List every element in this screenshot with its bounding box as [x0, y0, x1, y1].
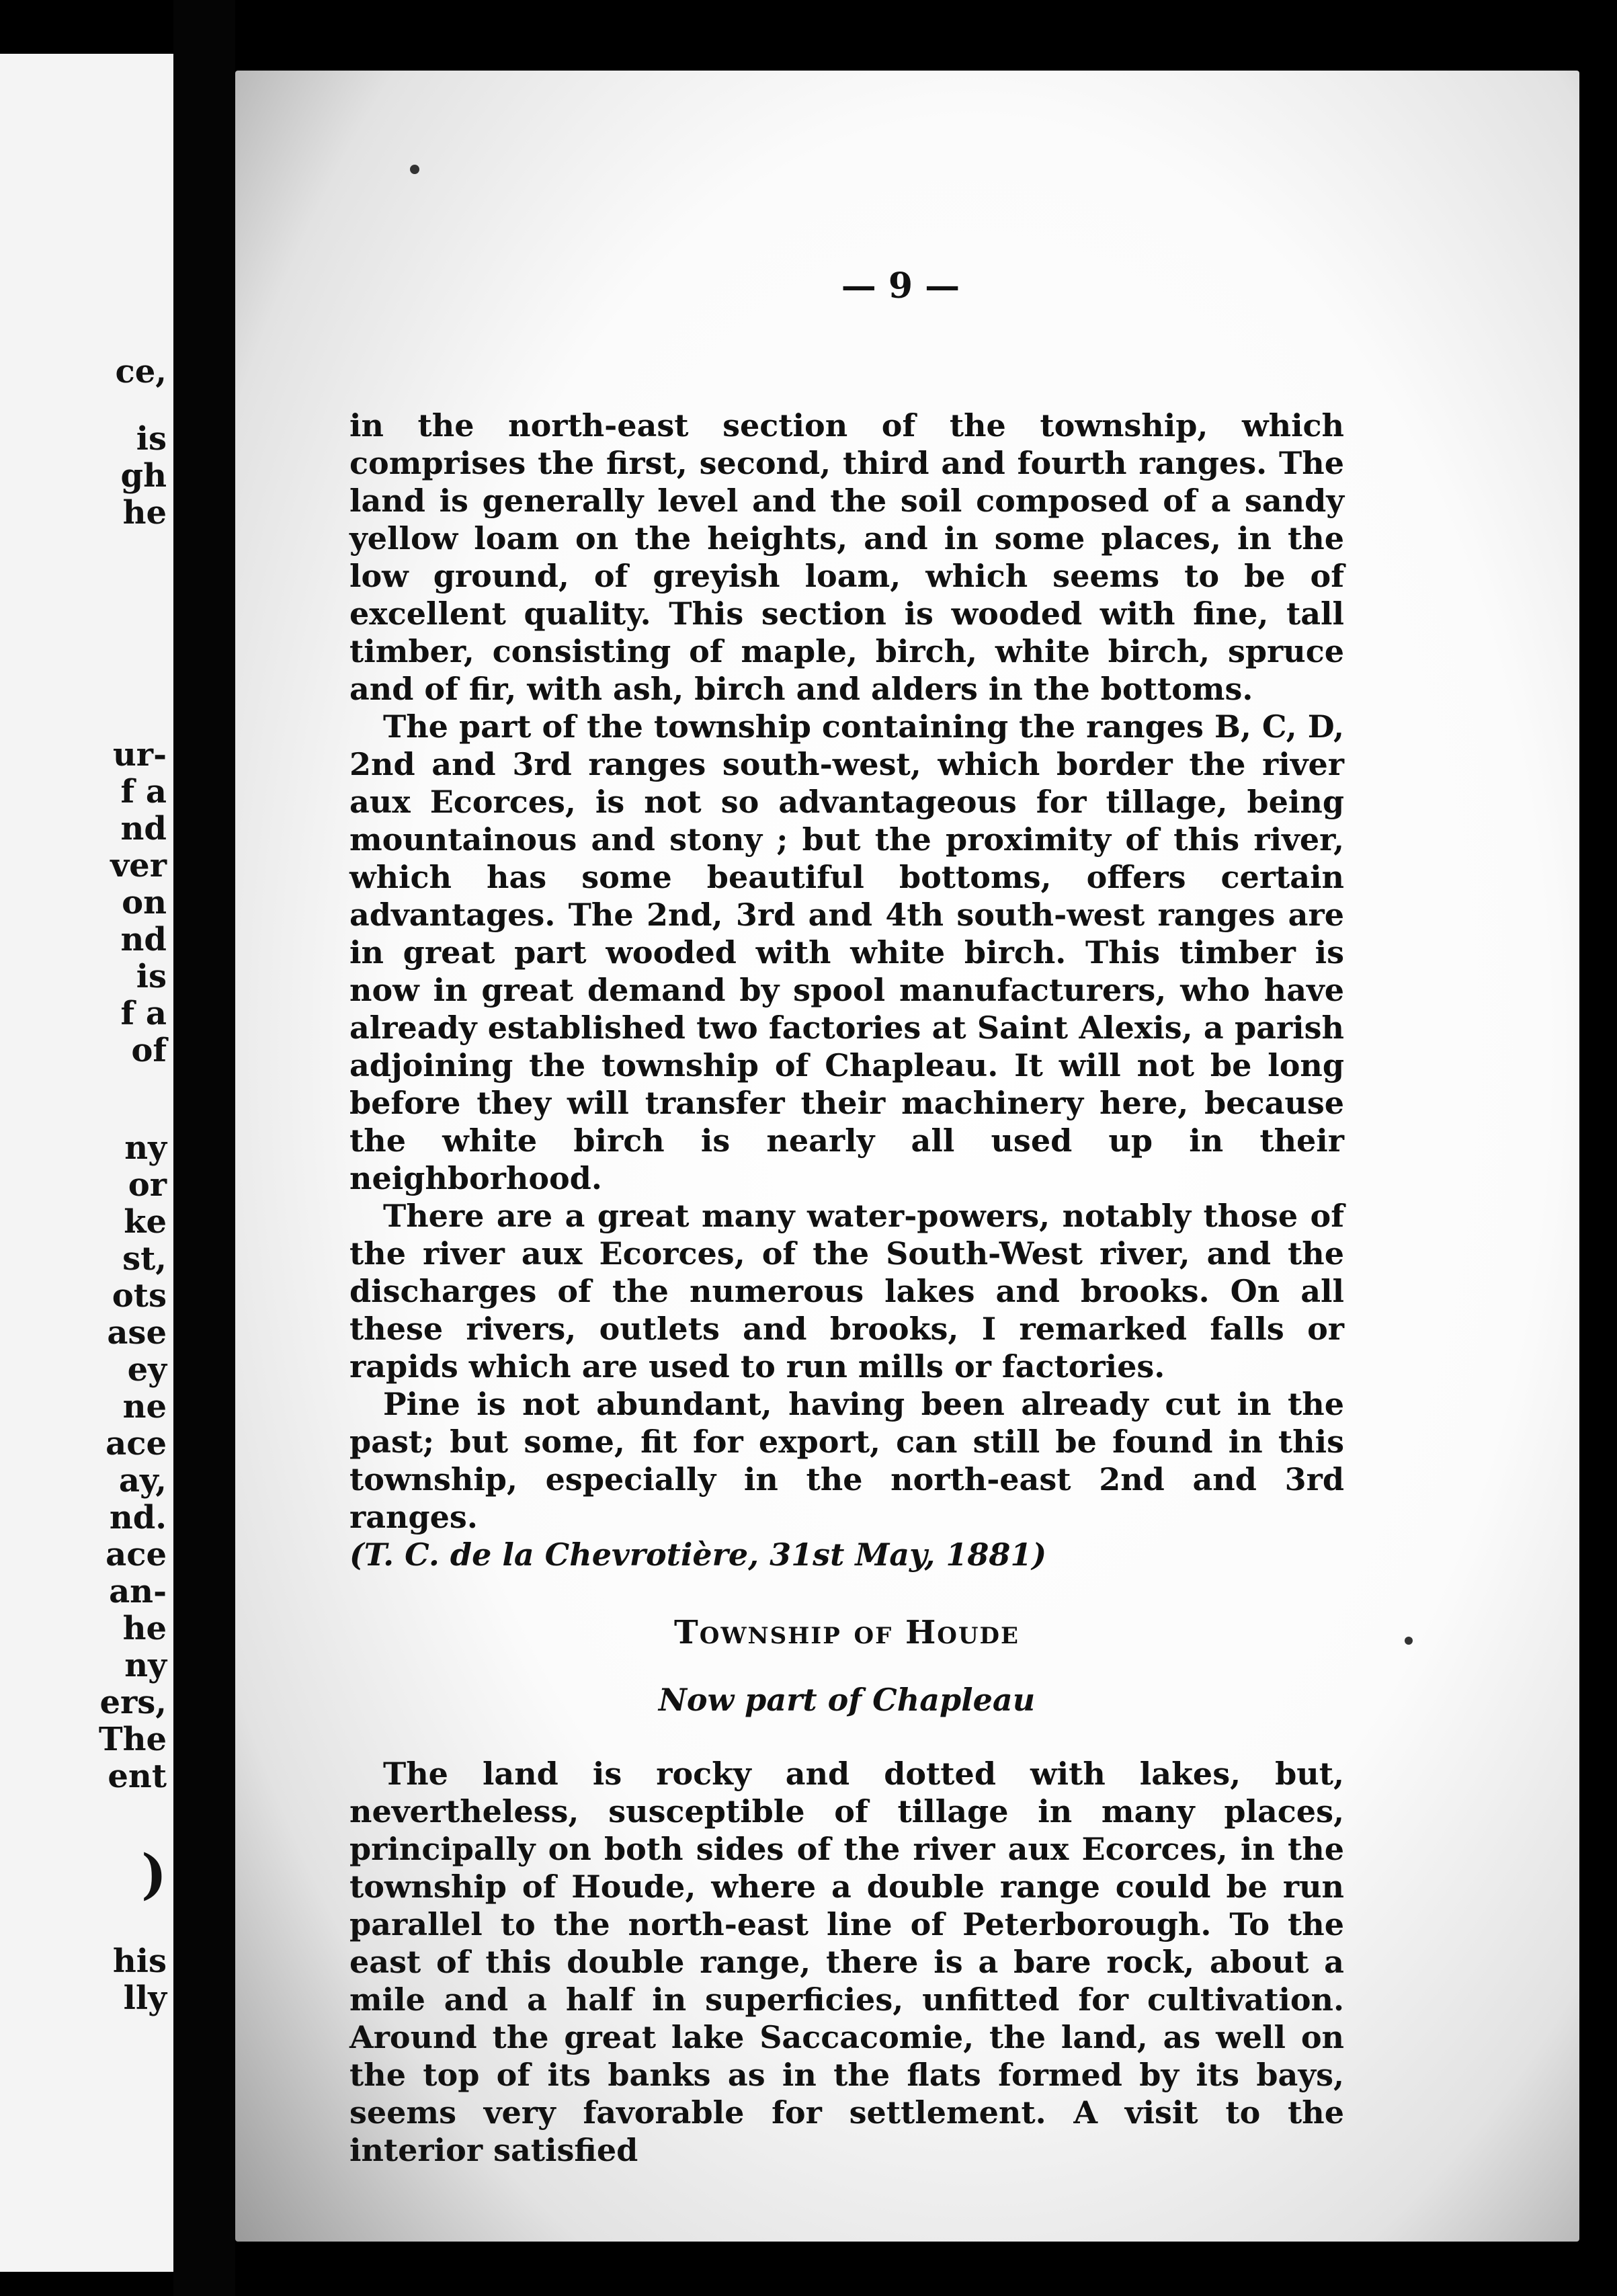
left-text-fragment: his: [112, 1942, 167, 1980]
left-text-fragment: an-: [109, 1573, 167, 1610]
left-text-fragment: ver: [110, 847, 167, 885]
left-text-fragment: he: [122, 494, 167, 532]
ink-speck: [1405, 1637, 1413, 1645]
paragraph: Pine is not abundant, having been already cut in the past; but some, fit for export, can still be found in this township, especially in the north-east 2nd and 3rd ranges.: [349, 1386, 1344, 1535]
left-text-fragment: of: [131, 1032, 167, 1069]
left-text-fragment: on: [122, 884, 167, 921]
left-text-fragment: ny: [124, 1647, 167, 1684]
left-text-fragment: nd: [120, 921, 167, 958]
paragraph: The land is rocky and dotted with lakes, but, nevertheless, susceptible of tillage in many places, principally on both sides of the river aux Ecorces, in the township of Houde, where a double range could be run parallel to the north-east line of Peterborough. To the east of this double range, there is a bare rock, about a mile and a half in superficies, unfitted for cultivation. Around the great lake Saccacomie, the land, as well on the top of its banks as in the flats formed by its bays, seems very favorable for settlement. A visit to the interior satisfied: [349, 1756, 1344, 2168]
left-text-fragment: f a: [120, 995, 167, 1032]
left-text-fragment: ke: [124, 1203, 167, 1241]
document-page: [235, 71, 1579, 2242]
section-subheading: Now part of Chapleau: [658, 1682, 1036, 1718]
left-text-fragment: st,: [122, 1240, 167, 1278]
left-text-fragment: ers,: [99, 1684, 167, 1721]
left-text-fragment: ): [141, 1842, 167, 1905]
left-text-fragment: f a: [120, 773, 167, 811]
left-text-fragment: is: [136, 958, 167, 995]
paragraph: The part of the township containing the ranges B, C, D, 2nd and 3rd ranges south-west, which border the river aux Ecorces, is not so advantageous for tillage, being mountainous and stony ; but the proximity of this river, which has some beautiful bottoms, offers certain advantages. The 2nd, 3rd and 4th south-west ranges are in great part wooded with white birch. This timber is now in great demand by spool manufacturers, who have already established two factories at Saint Alexis, a parish adjoining the township of Chapleau. It will not be long before they will transfer their machinery here, because the white birch is nearly all used up in their neighborhood.: [349, 708, 1344, 1196]
paragraph: There are a great many water-powers, notably those of the river aux Ecorces, of the South-West river, and the discharges of the numerous lakes and brooks. On all these rivers, outlets and brooks, I remarked falls or rapids which are used to run mills or factories.: [349, 1198, 1344, 1385]
left-text-fragment: ase: [107, 1314, 167, 1352]
left-text-fragment: gh: [120, 457, 167, 495]
section-heading: Township of Houde: [674, 1614, 1020, 1651]
left-text-fragment: lly: [123, 1979, 167, 2017]
left-text-fragment: ent: [108, 1758, 167, 1795]
left-text-fragment: nd.: [109, 1499, 167, 1536]
page-gutter: [173, 0, 235, 2296]
left-text-fragment: ur-: [112, 736, 167, 774]
left-text-fragment: ny: [124, 1129, 167, 1167]
left-page-fragment: [0, 54, 173, 2272]
left-text-fragment: ace: [106, 1536, 167, 1573]
left-text-fragment: is: [136, 420, 167, 458]
left-text-fragment: ey: [127, 1351, 167, 1389]
left-text-fragment: ay,: [118, 1462, 167, 1500]
left-text-fragment: he: [122, 1610, 167, 1647]
left-text-fragment: or: [128, 1166, 167, 1204]
left-text-fragment: The: [98, 1721, 167, 1758]
page-number: — 9 —: [841, 265, 960, 306]
left-text-fragment: ots: [112, 1277, 167, 1315]
left-text-fragment: ace: [106, 1425, 167, 1463]
left-text-fragment: ne: [122, 1388, 167, 1426]
attribution: (T. C. de la Chevrotière, 31st May, 1881): [349, 1536, 1047, 1573]
left-text-fragment: ce,: [115, 353, 167, 391]
paragraph: in the north-east section of the township, which comprises the first, second, third and fourth ranges. The land is generally level and the soil composed of a sandy yellow loam on the heights, and in some places, in the low ground, of greyish loam, which seems to be of excellent quality. This section is wooded with fine, tall timber, consisting of maple, birch, white birch, spruce and of fir, with ash, birch and alders in the bottoms.: [349, 407, 1344, 707]
body-text: [349, 407, 1344, 2169]
left-text-fragment: nd: [120, 810, 167, 848]
ink-speck: [410, 165, 419, 174]
